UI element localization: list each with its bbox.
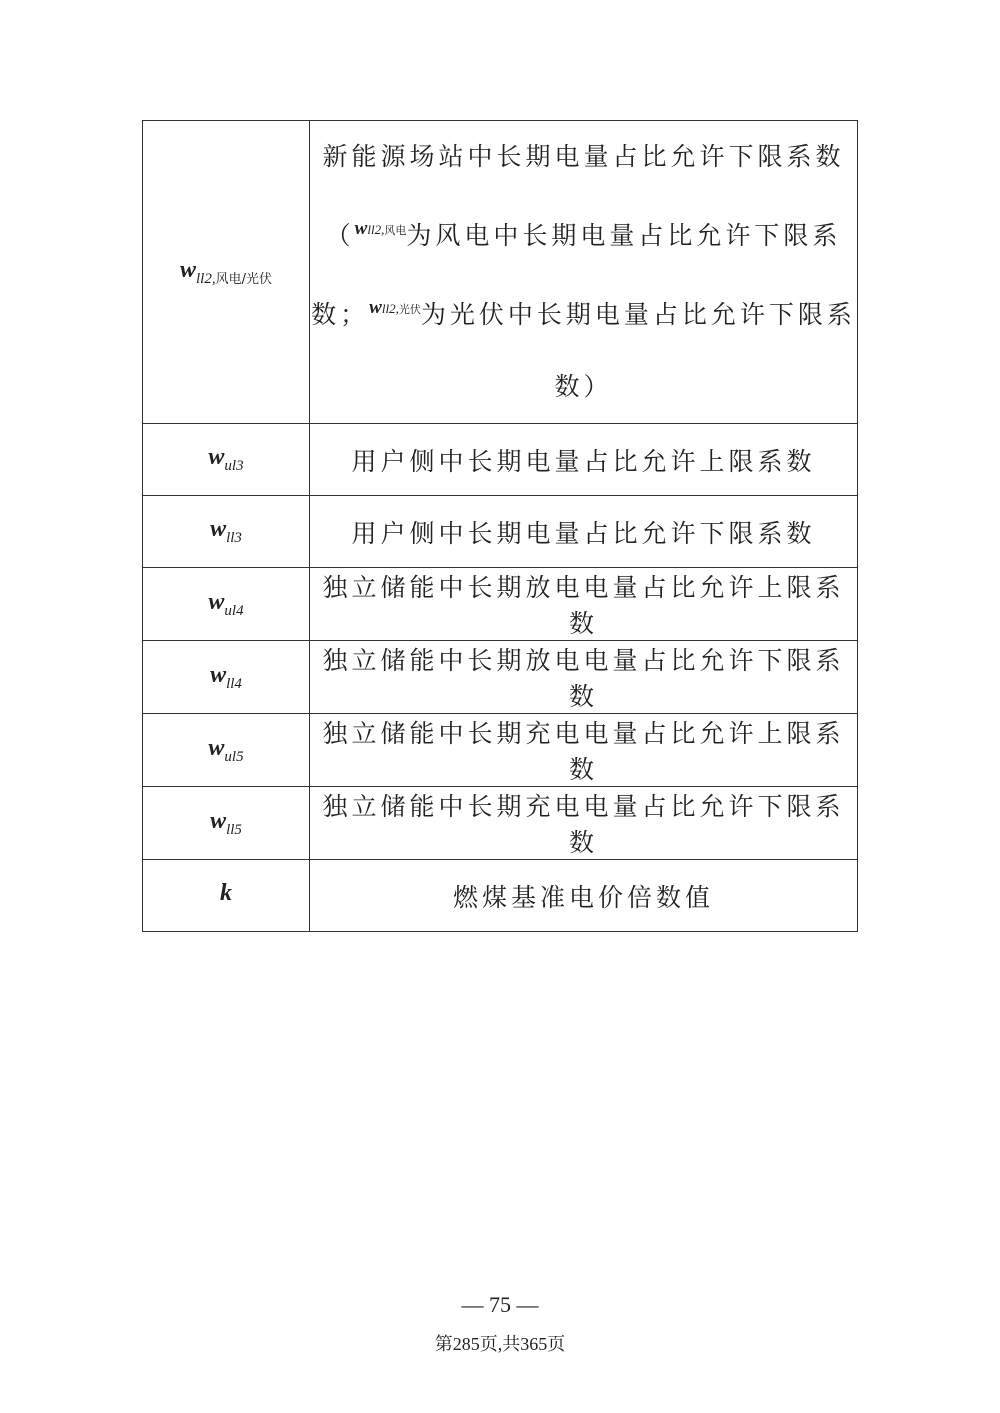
- symbol-subscript: ul3: [224, 458, 244, 474]
- symbol-cell: [143, 568, 310, 641]
- symbol-cell: [143, 424, 310, 496]
- table-row: [143, 641, 858, 714]
- inline-symbol: [369, 297, 421, 318]
- symbol-subscript: ll3: [226, 530, 242, 546]
- description-cell: 独立储能中长期放电电量占比允许下限系数: [310, 641, 858, 714]
- description-line: [310, 272, 857, 351]
- symbol-subscript: ul4: [224, 602, 244, 619]
- symbol-cell: [143, 121, 310, 424]
- inline-symbol-base: w: [369, 297, 382, 318]
- page-info: 第285页,共365页: [434, 1334, 566, 1354]
- description-cell: [310, 121, 858, 424]
- inline-symbol-base: w: [354, 218, 368, 239]
- coefficient-table: [142, 120, 858, 932]
- symbol-base: w: [208, 734, 225, 761]
- table-row: [143, 496, 858, 568]
- symbol-cell: [143, 860, 310, 932]
- page-number: — 75 —: [461, 1292, 539, 1317]
- symbol-subscript: ul5: [224, 748, 244, 765]
- description-line: [310, 193, 857, 272]
- inline-text: 为风电中长期电量占比允许下限系: [406, 221, 842, 250]
- description-cell: 用户侧中长期电量占比允许下限系数: [310, 496, 858, 568]
- symbol-base: w: [208, 588, 225, 615]
- symbol-cell: [143, 496, 310, 568]
- symbol-base: w: [180, 256, 197, 283]
- symbol-cell: [143, 787, 310, 860]
- symbol-base: k: [220, 880, 232, 906]
- inline-symbol-subscript: [367, 222, 406, 237]
- description-cell: 燃煤基准电价倍数值: [310, 860, 858, 932]
- symbol-base: w: [208, 444, 225, 470]
- symbol-subscript: ll5: [226, 821, 242, 838]
- table-row: [143, 424, 858, 496]
- table-row: [143, 568, 858, 641]
- description-cell: 独立储能中长期充电电量占比允许下限系数: [310, 787, 858, 860]
- inline-symbol-subscript: [382, 301, 421, 316]
- symbol-base: w: [210, 661, 227, 688]
- inline-symbol-subscript-text: ll2,: [381, 301, 399, 316]
- symbol-subscript: [196, 271, 272, 287]
- table-row: [143, 121, 858, 424]
- inline-symbol: [355, 218, 407, 239]
- table-row: [143, 860, 858, 932]
- paren-open: （: [325, 221, 355, 250]
- table-row: [143, 787, 858, 860]
- inline-symbol-subscript-cjk: 风电: [384, 224, 407, 237]
- symbol-base: w: [210, 516, 227, 542]
- symbol-subscript-text: ll2,: [196, 270, 216, 287]
- description-line: 新能源场站中长期电量占比允许下限系数: [322, 142, 845, 171]
- inline-symbol-subscript-text: ll2,: [367, 222, 385, 237]
- symbol-cell: [143, 714, 310, 787]
- symbol-cell: [143, 641, 310, 714]
- symbol-subscript: ll4: [226, 675, 242, 692]
- description-cell: 独立储能中长期充电电量占比允许上限系数: [310, 714, 858, 787]
- symbol-base: w: [210, 807, 227, 834]
- symbol-subscript-cjk: 风电/光伏: [215, 271, 272, 287]
- description-cell: 用户侧中长期电量占比允许上限系数: [310, 424, 858, 496]
- description-cell: 独立储能中长期放电电量占比允许上限系数: [310, 568, 858, 641]
- description-line: 数）: [554, 372, 613, 401]
- inline-symbol-subscript-cjk: 光伏: [398, 303, 421, 316]
- inline-lead: 数；: [311, 300, 370, 329]
- table-row: [143, 714, 858, 787]
- inline-text: 为光伏中长期电量占比允许下限系: [420, 300, 856, 329]
